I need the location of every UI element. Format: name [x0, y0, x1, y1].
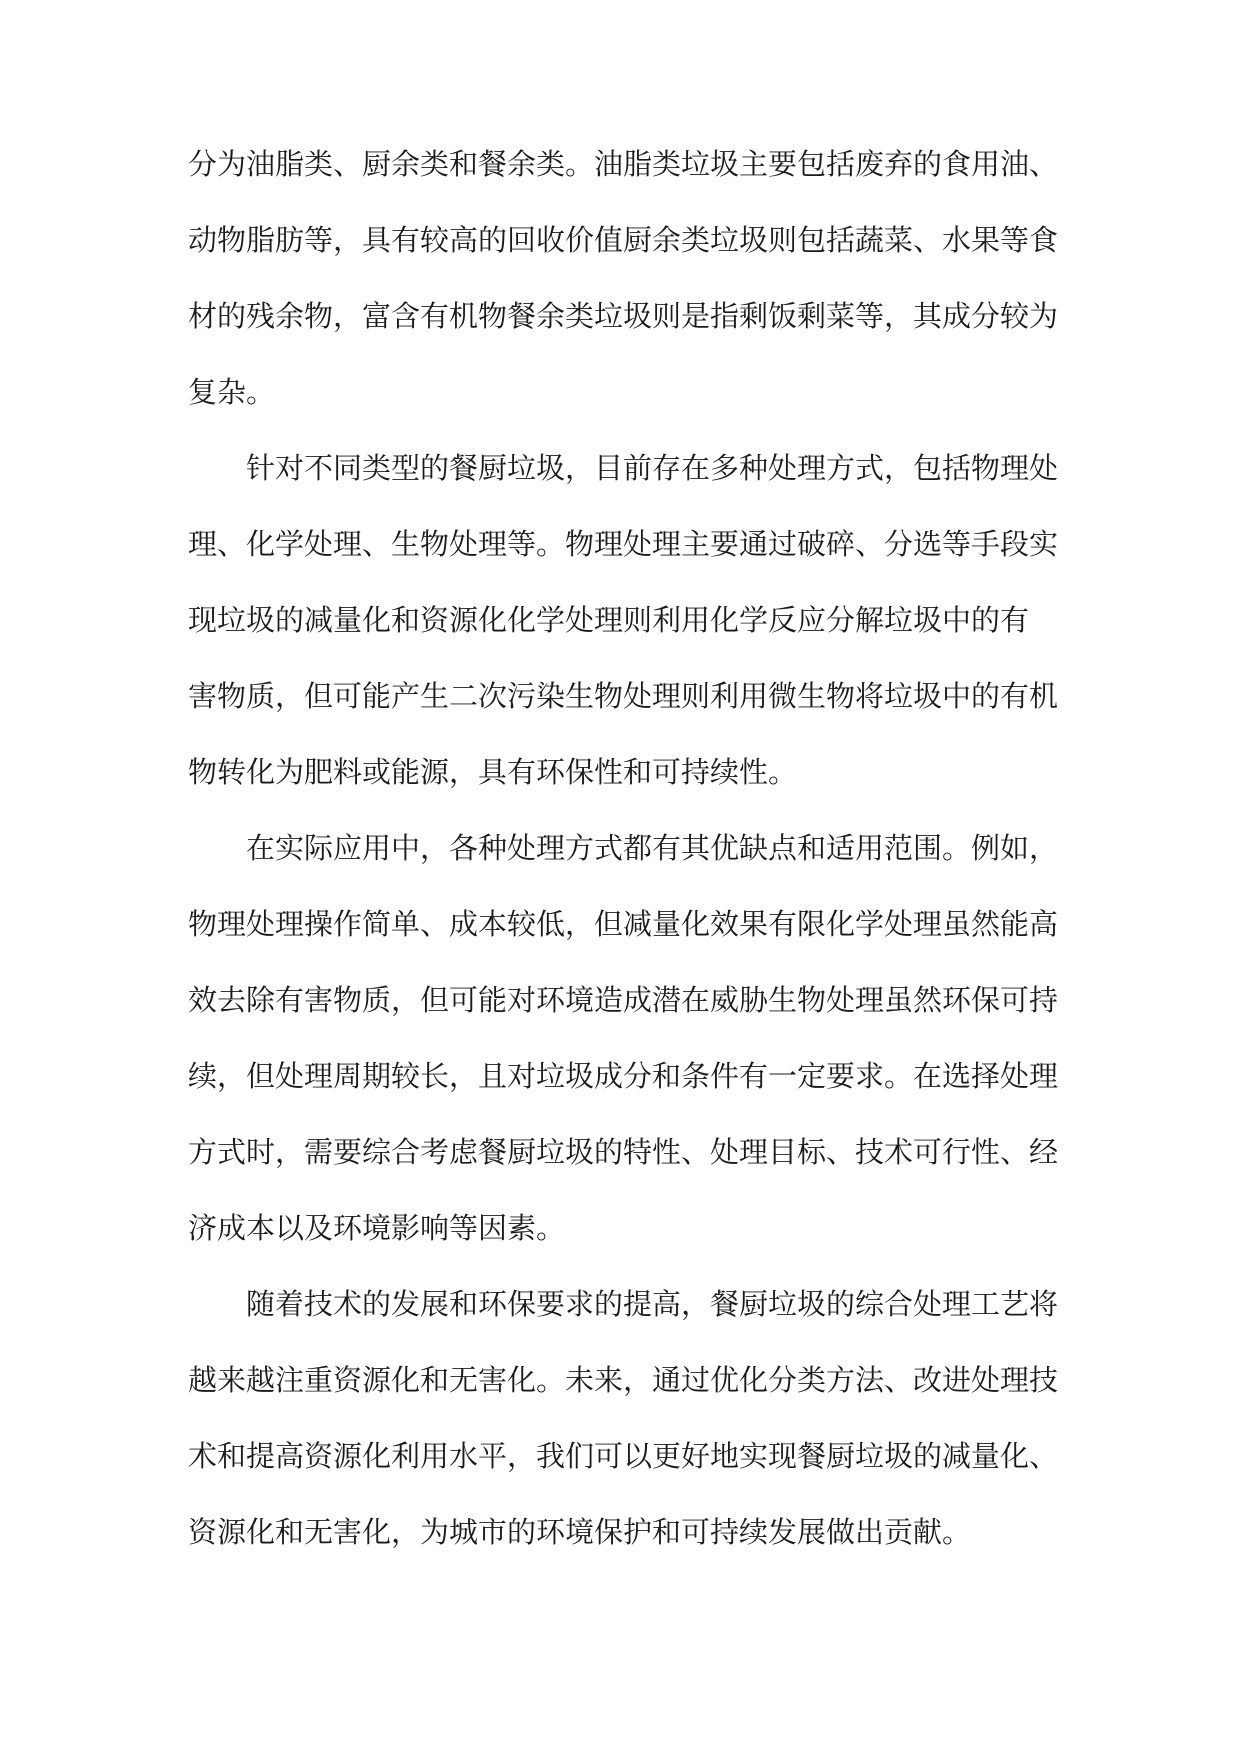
paragraph-3: [188, 815, 1058, 1271]
paragraph-2: [188, 435, 1058, 815]
text-line: 材的残余物，富含有机物餐余类垃圾则是指剩饭剩菜等，其成分较为: [188, 299, 1059, 333]
text-line: 分为油脂类、厨余类和餐余类。油脂类垃圾主要包括废弃的食用油、: [188, 147, 1059, 181]
text-line: 现垃圾的减量化和资源化化学处理则利用化学反应分解垃圾中的有: [188, 603, 1030, 637]
text-line: 理、化学处理、生物处理等。物理处理主要通过破碎、分选等手段实: [188, 527, 1059, 561]
text-line: 在实际应用中，各种处理方式都有其优缺点和适用范围。例如，: [246, 831, 1059, 865]
text-line: 资源化和无害化，为城市的环境保护和可持续发展做出贡献。: [188, 1515, 972, 1549]
text-line: 效去除有害物质，但可能对环境造成潜在威胁生物处理虽然环保可持: [188, 983, 1059, 1017]
text-line: 针对不同类型的餐厨垃圾，目前存在多种处理方式，包括物理处: [246, 451, 1059, 485]
text-line: 方式时，需要综合考虑餐厨垃圾的特性、处理目标、技术可行性、经: [188, 1135, 1059, 1169]
paragraph-1: [188, 131, 1058, 435]
paragraph-4: [188, 1271, 1058, 1575]
text-line: 物理处理操作简单、成本较低，但减量化效果有限化学处理虽然能高: [188, 907, 1059, 941]
text-line: 动物脂肪等，具有较高的回收价值厨余类垃圾则包括蔬菜、水果等食: [188, 223, 1059, 257]
text-line: 济成本以及环境影响等因素。: [188, 1211, 566, 1245]
text-line: 续，但处理周期较长，且对垃圾成分和条件有一定要求。在选择处理: [188, 1059, 1059, 1093]
text-line: 害物质，但可能产生二次污染生物处理则利用微生物将垃圾中的有机: [188, 679, 1059, 713]
text-line: 复杂。: [188, 375, 276, 409]
text-line: 越来越注重资源化和无害化。未来，通过优化分类方法、改进处理技: [188, 1363, 1059, 1397]
text-line: 术和提高资源化利用水平，我们可以更好地实现餐厨垃圾的减量化、: [188, 1439, 1059, 1473]
text-line: 物转化为肥料或能源，具有环保性和可持续性。: [188, 755, 798, 789]
document-body: [188, 131, 1058, 1575]
text-line: 随着技术的发展和环保要求的提高，餐厨垃圾的综合处理工艺将: [246, 1287, 1059, 1321]
